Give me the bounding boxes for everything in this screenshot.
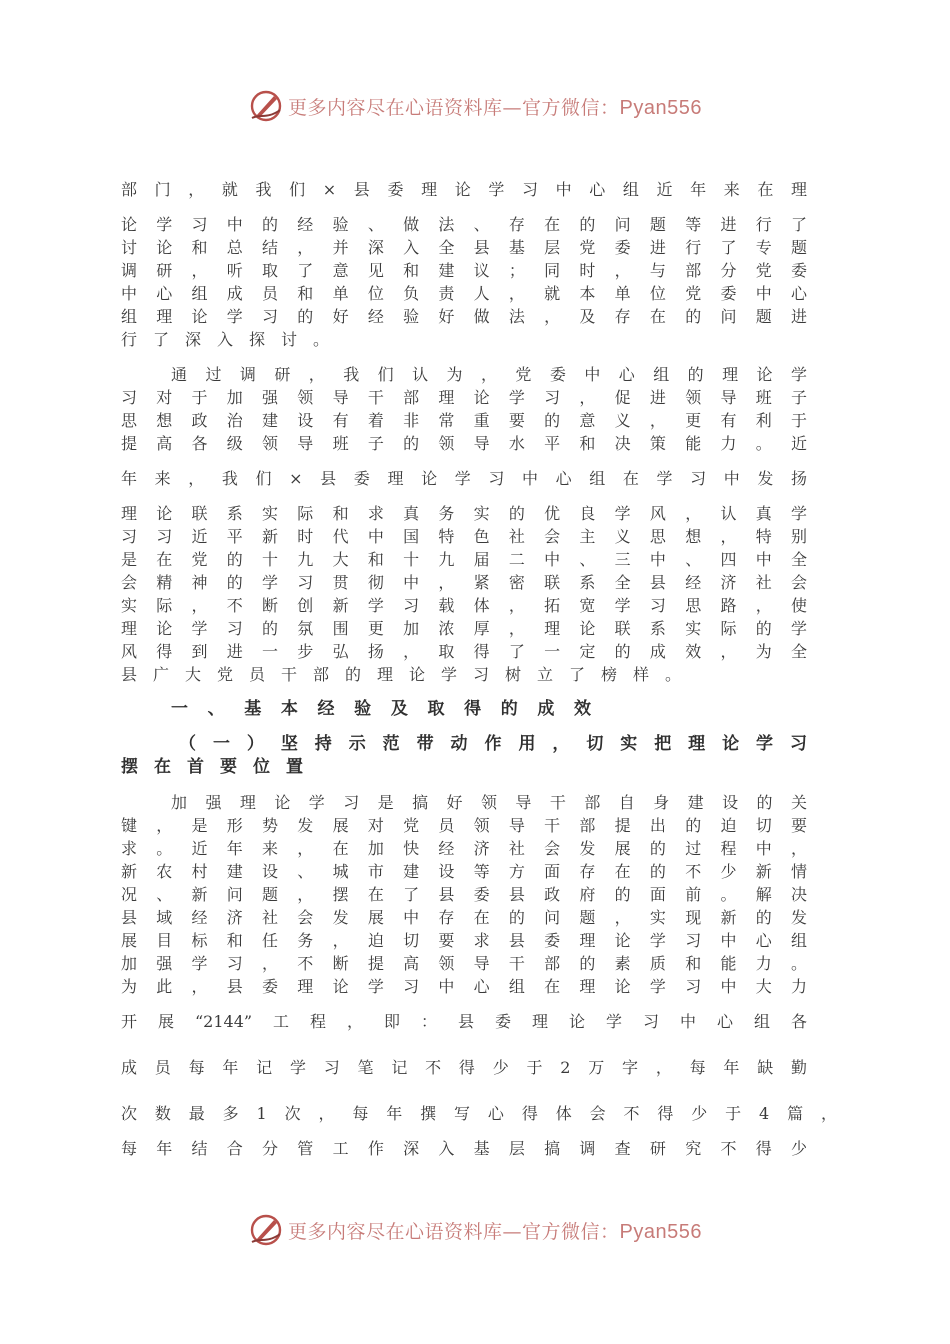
text-line: 习对于加强领导干部理论学习，促进领导班子 xyxy=(121,388,807,407)
text-line: 实际，不断创新学习载体，拓宽学习思路，使 xyxy=(121,596,807,615)
text-line: 况、新问题，摆在了县委县政府的面前。解决 xyxy=(121,885,807,904)
footer-banner xyxy=(0,1210,950,1250)
text-line: 成员每年记学习笔记不得少于2万字，每年缺勤 xyxy=(121,1058,807,1077)
text-line: 调研，听取了意见和建议；同时，与部分党委 xyxy=(121,261,807,280)
wechat-id: Pyan556 xyxy=(619,1220,702,1243)
document-body xyxy=(121,178,837,1160)
wechat-id: Pyan556 xyxy=(619,96,702,119)
text-line: 理论联系实际和求真务实的优良学风，认真学 xyxy=(121,504,807,523)
section-heading: 一、基本经验及取得的成效 xyxy=(171,699,591,719)
text-line: 行了深入探讨。 xyxy=(121,330,346,349)
text-line: 思想政治建设有着非常重要的意义，更有利于 xyxy=(121,411,807,430)
text-line: 风得到进一步弘扬，取得了一定的成效，为全 xyxy=(121,642,807,661)
text-line: 新农村建设、城市建设等方面存在的不少新情 xyxy=(121,862,807,881)
text-line: 讨论和总结，并深入全县基层党委进行了专题 xyxy=(121,238,807,257)
banner-text: 更多内容尽在心语资料库—官方微信：Pyan556 xyxy=(288,96,702,119)
text-line: 开展“2144”工程，即：县委理论学习中心组各 xyxy=(121,1012,807,1031)
text-line: 键，是形势发展对党员领导干部提出的迫切要 xyxy=(121,816,807,835)
text-line: 求。近年来，在加快经济社会发展的过程中， xyxy=(121,839,807,858)
subsection-heading: （一）坚持示范带动作用，切实把理论学习 xyxy=(179,734,807,754)
text-line: 中心组成员和单位负责人，就本单位党委中心 xyxy=(121,284,807,303)
text-line: 县广大党员干部的理论学习树立了榜样。 xyxy=(121,665,698,684)
text-line: 县域经济社会发展中存在的问题，实现新的发 xyxy=(121,908,807,927)
text-line: 年来，我们×县委理论学习中心组在学习中发扬 xyxy=(121,469,807,488)
text-line: 组理论学习的好经验好做法，及存在的问题进 xyxy=(121,307,807,326)
text-line: 通过调研，我们认为，党委中心组的理论学 xyxy=(171,365,807,384)
header-banner xyxy=(0,86,950,126)
pen-logo-icon xyxy=(248,88,284,124)
text-line: 提高各级领导班子的领导水平和决策能力。近 xyxy=(121,434,807,453)
pen-logo-icon xyxy=(248,1212,284,1248)
text-line: 部门，就我们×县委理论学习中心组近年来在理 xyxy=(121,180,807,199)
text-line: 为此，县委理论学习中心组在理论学习中大力 xyxy=(121,977,807,996)
text-line: 次数最多1次，每年撰写心得体会不得少于4篇， xyxy=(121,1104,837,1123)
text-line: 论学习中的经验、做法、存在的问题等进行了 xyxy=(121,215,807,234)
text-line: 每年结合分管工作深入基层搞调查研究不得少 xyxy=(121,1139,807,1158)
text-line: 加强学习，不断提高领导干部的素质和能力。 xyxy=(121,954,807,973)
text-line: 展目标和任务，迫切要求县委理论学习中心组 xyxy=(121,931,807,950)
text-line: 习习近平新时代中国特色社会主义思想，特别 xyxy=(121,527,807,546)
text-line: 理论学习的氛围更加浓厚，理论联系实际的学 xyxy=(121,619,807,638)
banner-text: 更多内容尽在心语资料库—官方微信：Pyan556 xyxy=(288,1220,702,1243)
text-line: 是在党的十九大和十九届二中、三中、四中全 xyxy=(121,550,807,569)
subsection-heading: 摆在首要位置 xyxy=(121,757,319,777)
text-line: 会精神的学习贯彻中，紧密联系全县经济社会 xyxy=(121,573,807,592)
text-line: 加强理论学习是搞好领导干部自身建设的关 xyxy=(171,793,807,812)
